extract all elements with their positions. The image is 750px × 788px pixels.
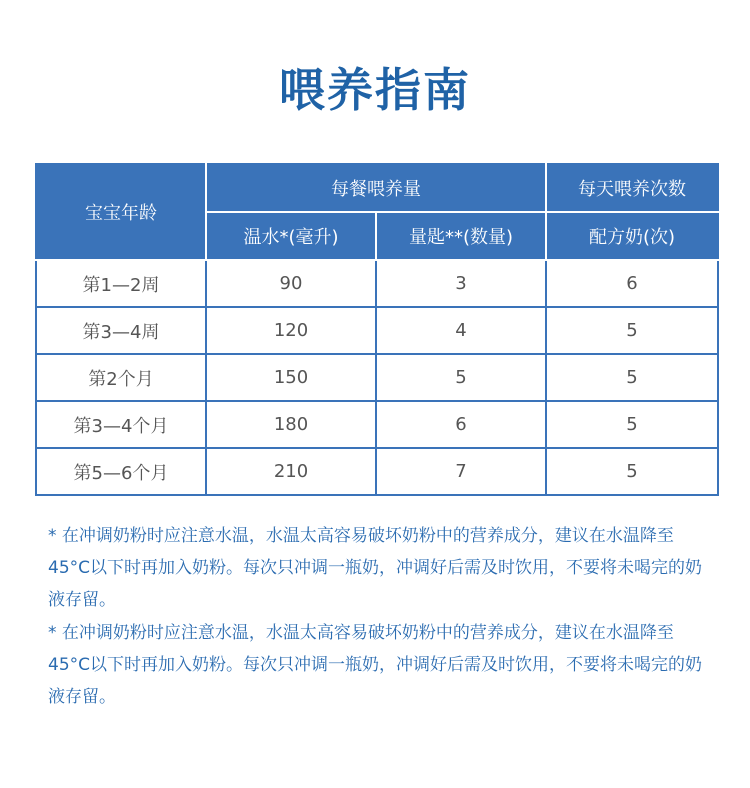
table-row (36, 401, 718, 448)
cell-water: 120 (206, 307, 376, 354)
cell-scoops: 4 (376, 307, 546, 354)
cell-water: 210 (206, 448, 376, 495)
cell-times: 5 (546, 307, 718, 354)
cell-times: 6 (546, 260, 718, 307)
cell-age: 第1—2周 (36, 260, 206, 307)
feeding-table (35, 163, 719, 496)
table-row (36, 448, 718, 495)
cell-age: 第3—4个月 (36, 401, 206, 448)
footnote: * 在冲调奶粉时应注意水温，水温太高容易破坏奶粉中的营养成分，建议在水温降至45°C以下时再加入奶粉。每次只冲调一瓶奶，冲调好后需及时饮用，不要将未喝完的奶液存留。 (48, 526, 703, 610)
cell-age: 第3—4周 (36, 307, 206, 354)
cell-water: 180 (206, 401, 376, 448)
page-title: 喂养指南 (279, 63, 471, 117)
cell-scoops: 5 (376, 354, 546, 401)
cell-age: 第5—6个月 (36, 448, 206, 495)
cell-age: 第2个月 (36, 354, 206, 401)
cell-times: 5 (546, 448, 718, 495)
cell-water: 90 (206, 260, 376, 307)
header-per-meal: 每餐喂养量 (206, 164, 546, 212)
header-age: 宝宝年龄 (36, 164, 206, 260)
footnote: * 在冲调奶粉时应注意水温，水温太高容易破坏奶粉中的营养成分，建议在水温降至45°C以下时再加入奶粉。每次只冲调一瓶奶，冲调好后需及时饮用，不要将未喝完的奶液存留。 (48, 623, 703, 707)
cell-scoops: 6 (376, 401, 546, 448)
header-formula: 配方奶(次) (546, 212, 718, 260)
cell-scoops: 3 (376, 260, 546, 307)
table-row (36, 260, 718, 307)
cell-water: 150 (206, 354, 376, 401)
header-per-day: 每天喂养次数 (546, 164, 718, 212)
header-scoops: 量匙**(数量) (376, 212, 546, 260)
cell-times: 5 (546, 354, 718, 401)
table-row (36, 354, 718, 401)
table-header-row (36, 164, 718, 212)
header-water: 温水*(毫升) (206, 212, 376, 260)
table-row (36, 307, 718, 354)
cell-times: 5 (546, 401, 718, 448)
cell-scoops: 7 (376, 448, 546, 495)
